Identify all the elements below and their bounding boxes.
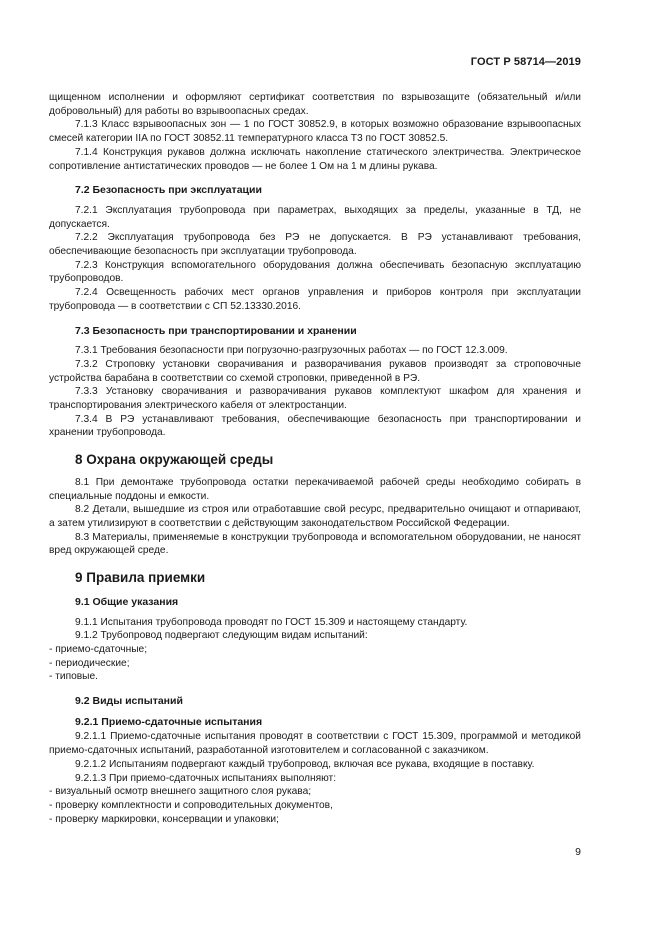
clause-heading: 9.2.1 Приемо-сдаточные испытания <box>75 715 263 728</box>
paragraph: 9.2.1.2 Испытаниям подвергают каждый трубопровод, включая все рукава, входящие в поставку. <box>75 758 535 770</box>
paragraph: 8.1 При демонтаже трубопровода остатки перекачиваемой рабочей среды необходимо собирать в специальные поддоны и емкости. <box>49 476 581 502</box>
paragraph: 8.2 Детали, вышедшие из строя или отработавшие свой ресурс, предварительно очищают и отпаривают, а затем утилизируют в соответствии с действующим законодательством Российской Федерации. <box>49 504 581 529</box>
subsection-heading: 7.2 Безопасность при эксплуатации <box>75 184 262 197</box>
paragraph-continued: щищенном исполнении и оформляют сертификат соответствия по взрывозащите (обязательный и/или добровольный) для работы во взрывоопасных средах. <box>49 92 581 117</box>
document-id-header: ГОСТ Р 58714—2019 <box>470 56 581 68</box>
page-number: 9 <box>575 846 581 858</box>
list-item: - типовые. <box>49 671 98 683</box>
subsection-heading: 7.3 Безопасность при транспортировании и хранении <box>75 324 357 337</box>
paragraph: 7.2.2 Эксплуатация трубопровода без РЭ не допускается. В РЭ устанавливают требования, обеспечивающие безопасность при эксплуатации трубопровода. <box>49 232 581 258</box>
paragraph: 7.3.3 Установку сворачивания и разворачивания рукавов комплектуют шкафом для хранения и транспортирования электрического кабеля от электростанции. <box>49 386 581 412</box>
paragraph: 7.2.1 Эксплуатация трубопровода при параметрах, выходящих за пределы, указанные в ТД, не допускается. <box>49 204 581 230</box>
list-item: - визуальный осмотр внешнего защитного слоя рукава; <box>49 786 312 798</box>
list-item: - приемо-сдаточные; <box>49 643 148 655</box>
list-item: - проверку комплектности и сопроводительных документов, <box>49 799 333 811</box>
paragraph: 9.2.1.1 Приемо-сдаточные испытания проводят в соответствии с ГОСТ 15.309, программой и методикой приемо-сдаточных испытаний, разработанной изготовителем и согласованной с заказчиком. <box>49 731 581 757</box>
paragraph: 7.1.3 Класс взрывоопасных зон — 1 по ГОСТ 30852.9, в которых возможно образование взрывоопасных смесей категории IIA по ГОСТ 30852.11 температурного класса Т3 по ГОСТ 30852.5. <box>49 119 581 145</box>
paragraph: 9.2.1.3 При приемо-сдаточных испытаниях выполняют: <box>75 772 337 784</box>
paragraph: 8.3 Материалы, применяемые в конструкции трубопровода и вспомогательном оборудовании, не наносят вред окружающей среде. <box>49 531 581 557</box>
paragraph: 7.3.1 Требования безопасности при погрузочно-разгрузочных работах — по ГОСТ 12.3.009. <box>75 345 508 357</box>
paragraph: 7.3.2 Строповку установки сворачивания и разворачивания рукавов производят за строповочные устройства барабана в соответствии со схемой строповки, приведенной в РЭ. <box>49 358 581 384</box>
paragraph: 7.2.3 Конструкция вспомогательного оборудования должна обеспечивать безопасную эксплуатацию трубопроводов. <box>49 259 581 285</box>
paragraph: 9.1.2 Трубопровод подвергают следующим видам испытаний: <box>75 630 368 642</box>
section-heading: 8 Охрана окружающей среды <box>75 452 274 468</box>
list-item: - периодические; <box>49 657 130 669</box>
paragraph: 7.3.4 В РЭ устанавливают требования, обеспечивающие безопасность при транспортировании и хранении трубопровода. <box>49 413 581 439</box>
document-body <box>49 91 581 826</box>
paragraph: 7.1.4 Конструкция рукавов должна исключать накопление статического электричества. Электрическое сопротивление антистатических проводов — не более 1 Ом на 1 м длины рукава. <box>49 146 581 172</box>
subsection-heading: 9.1 Общие указания <box>75 595 179 608</box>
section-heading: 9 Правила приемки <box>75 570 206 586</box>
subsection-heading: 9.2 Виды испытаний <box>75 695 183 708</box>
list-item: - проверку маркировки, консервации и упаковки; <box>49 813 279 825</box>
paragraph: 9.1.1 Испытания трубопровода проводят по ГОСТ 15.309 и настоящему стандарту. <box>75 616 468 628</box>
paragraph: 7.2.4 Освещенность рабочих мест органов управления и приборов контроля при эксплуатации трубопровода — в соответствии с СП 52.13330.2016. <box>49 287 581 312</box>
